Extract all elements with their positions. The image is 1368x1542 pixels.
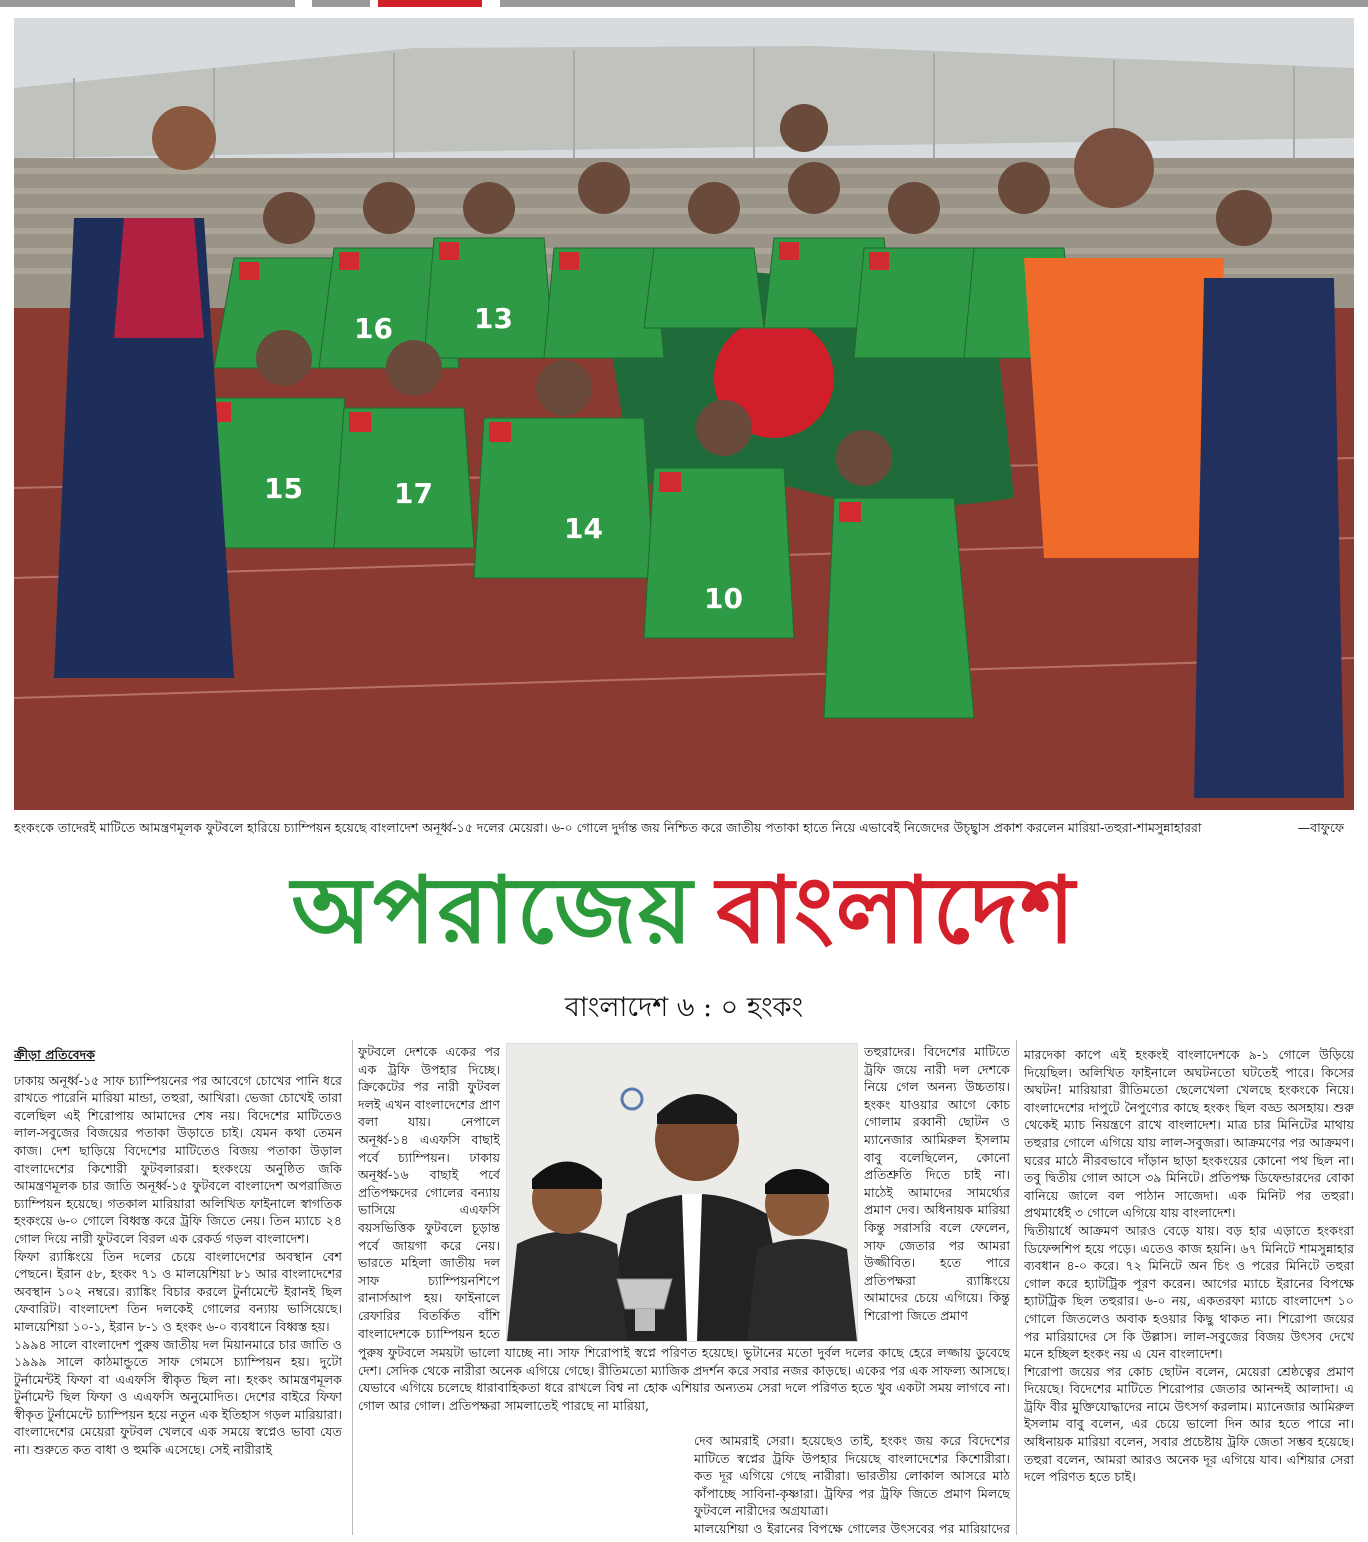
jersey-number: 14 xyxy=(564,512,603,545)
paragraph: শিরোপা জয়ের পর কোচ ছোটন বলেন, মেয়েরা শ্রেষ্ঠত্বের প্রমাণ দিয়েছে। বিদেশের মাটিতে শিরোপার জেতার আনন্দই আলাদা। এ ট্রফি বীর মুক্তিযোদ্ধাদের নামে উৎসর্গ করলাম। ম্যানেজার আমিরুল ইসলাম বাবু বলেন, এর চেয়ে ভালো দিন আর হতে পারে না। অধিনায়ক মারিয়া বলেন, সবার প্রচেষ্টায় ট্রফি জেতা সম্ভব হয়েছে। তহুরা বলেন, আমরা আরও অনেক দূর এগিয়ে যাব। এশিয়ার সেরা দলে পরিণত হতে চাই। xyxy=(1024,1363,1354,1485)
paragraph: ফিফা র‍্যাঙ্কিংয়ে তিন দলের চেয়ে বাংলাদেশের অবস্থান বেশ পেছনে। ইরান ৫৮, হংকং ৭১ ও মালয়েশিয়া ৮১ আর বাংলাদেশের অবস্থান ১০২ নম্বরে। র‍্যাঙ্কিং বিচার করলে টুর্নামেন্টে ইরানই ছিল ফেবারিট। বাংলাদেশ তিন দলকেই গোলের বন্যায় ভাসিয়েছে। মালয়েশিয়া ১০-১, ইরান ৮-১ ও হংকং ৬-০ ব্যবধানে বিধ্বস্ত হয়। xyxy=(14,1248,342,1334)
jersey-number: 16 xyxy=(354,312,393,345)
paragraph: ঢাকায় অনূর্ধ্ব-১৫ সাফ চ্যাম্পিয়নের পর আবেগে চোখের পানি ধরে রাখতে পারেনি মারিয়া মান্ডা, তহুরা, আখিরা। ভেজা চোখেই তারা বলেছিল এই শিরোপায় আমাদের শেষ নয়। বিদেশের মাটিতেও লাল-সবুজের বিজয়ের পতাকা উড়াতে চাই। যেমন কথা তেমন কাজ। দেশ ছাড়িয়ে বিদেশের মাটিতেও বিজয় পতাকা উড়াল বাংলাদেশের কিশোরী ফুটবলাররা। হংকংয়ে অনুষ্ঠিত জকি আমন্ত্রণমূলক চার জাতি অনূর্ধ্ব-১৫ ফুটবলে বাংলাদেশ অপরাজিত চ্যাম্পিয়ন হয়েছে। গতকাল মারিয়ারা অলিখিত ফাইনালে স্বাগতিক হংকংয়ে ৬-০ গোলে বিধ্বস্ত করে ট্রফি জিতে নেয়। তিন ম্যাচে ২৪ গোল দিয়ে নারী ফুটবলে বিরল এক রেকর্ড গড়ল বাংলাদেশ। xyxy=(14,1072,342,1246)
article-column-3-bottom xyxy=(694,1432,1010,1538)
paragraph: ফুটবলে দেশকে একের পর এক ট্রফি উপহার দিচ্ছে। ক্রিকেটের পর নারী ফুটবল দলই এখন বাংলাদেশের প্রাণ বলা যায়। নেপালে অনূর্ধ্ব-১৪ এএফসি বাছাই পর্বে চ্যাম্পিয়ন। ঢাকায় অনূর্ধ্ব-১৬ বাছাই পর্বে প্রতিপক্ষদের গোলের বন্যায় ভাসিয়ে এএফসি বয়সভিত্তিক ফুটবলে চূড়ান্ত পর্বে জায়গা করে নেয়। ভারতে মহিলা জাতীয় দল সাফ চ্যাম্পিয়নশিপে রানার্সআপ হয়। ফাইনালে রেফারির বিতর্কিত বাঁশি বাংলাদেশকে চ্যাম্পিয়ন হতে xyxy=(358,1044,500,1340)
paragraph: মারদেকা কাপে এই হংকংই বাংলাদেশকে ৯-১ গোলে উড়িয়ে দিয়েছিল। অলিখিত ফাইনালে অঘটনতো ঘটতেই পারে। কিসের অঘটন! মারিয়ারা রীতিমতো ছেলেখেলা খেলছে হংকংকে নিয়ে। বাংলাদেশের দাপুটে নৈপুণ্যের কাছে হংকং ছিল বড্ড অসহায়। শুরু থেকেই ম্যাচ নিয়ন্ত্রণে রাখে বাংলাদেশ। মাত্র চার মিনিটের মাথায় তহুরার গোলে এগিয়ে যায় লাল-সবুজরা। আক্রমণের পর আক্রমণ। ঘরের মাঠে নীরবভাবে দাঁড়ান ছাড়া হংকংয়ের কোনো পথ ছিল না। তবু দ্বিতীয় গোল আসে ৩৯ মিনিটে। প্রতিপক্ষ ডিফেন্ডারদের বোকা বানিয়ে জালে বল পাঠান সাজেদা। এক মিনিট পর তহুরা। প্রথমার্ধেই ৩ গোলে এগিয়ে যায় বাংলাদেশ। xyxy=(1024,1047,1354,1221)
team-celebration-photo xyxy=(14,18,1354,810)
score-line: বাংলাদেশ ৬ : ০ হংকং xyxy=(564,992,804,1023)
photo-credit: —বাফুফে xyxy=(1297,820,1344,835)
caption-text: হংকংকে তাদেরই মাটিতে আমন্ত্রণমূলক ফুটবলে হারিয়ে চ্যাম্পিয়ন হয়েছে বাংলাদেশ অনূর্ধ্ব-১৫ দলের মেয়েরা। ৬-০ গোলে দুর্দান্ত জয় নিশ্চিত করে জাতীয় পতাকা হাতে নিয়ে এভাবেই নিজেদের উচ্ছ্বাস প্রকাশ করলেন মারিয়া-তহুরা-শামসুন্নাহাররা xyxy=(14,820,1202,835)
jersey-number: 13 xyxy=(474,302,513,335)
coach-players-photo xyxy=(506,1043,858,1342)
top-bar-segment xyxy=(312,0,370,7)
article-column-4 xyxy=(1024,1046,1354,1538)
headline-word-red: বাংলাদেশ xyxy=(716,856,1077,964)
paragraph: দ্বিতীয়ার্ধে আক্রমণ আরও বেড়ে যায়। বড় হার এড়াতে হংকংরা ডিফেন্সশিপ হয়ে পড়ে। এতেও কাজ হয়নি। ৬৭ মিনিটে শামসুন্নাহার ব্যবধান ৪-০ করে। ৭২ মিনিটে অন চিং ও পরের মিনিটে তহুরা গোল করে হ্যাটট্রিক পূরণ করেন। আগের ম্যাচে ইরানের বিপক্ষে হ্যাটট্রিক ছিল তহুরার। ৬-০ নয়, একতরফা ম্যাচে বাংলাদেশ ১০ গোলে জিতলেও অবাক হওয়ার কিছু থাকত না। শিরোপা জয়ের পর মারিয়াদের সে কি উল্লাস। লাল-সবুজের বিজয় উৎসব দেখে মনে হচ্ছিল হংকং নয় এ যেন বাংলাদেশ। xyxy=(1024,1222,1354,1362)
paragraph: মালয়েশিয়া ও ইরানের বিপক্ষে গোলের উৎসবের পর মারিয়াদের xyxy=(694,1520,1010,1536)
column-divider xyxy=(352,1040,353,1535)
article-column-1 xyxy=(14,1046,342,1538)
headline-word-green: অপরাজেয় xyxy=(291,856,695,964)
paragraph: তহুরাদের। বিদেশের মাটিতে ট্রফি জয়ে নারী দল দেশকে নিয়ে গেল অনন্য উচ্চতায়। হংকং যাওয়ার আগে কোচ গোলাম রব্বানী ছোটন ও ম্যানেজার আমিরুল ইসলাম বাবু বলেছিলেন, কোনো প্রতিশ্রুতি দিতে চাই না। মাঠেই আমাদের সামর্থ্যের প্রমাণ দেব। অধিনায়ক মারিয়া কিন্তু সরাসরি বলে ফেলেন, সাফ জেতার পর আমরা উজ্জীবিত। হতে পারে প্রতিপক্ষরা র‍্যাঙ্কিংয়ে আমাদের চেয়ে এগিয়ে। কিন্তু শিরোপা জিতে প্রমাণ xyxy=(864,1044,1010,1323)
top-bar-accent xyxy=(378,0,482,7)
column-divider xyxy=(1016,1040,1017,1535)
photo-caption xyxy=(14,820,1354,836)
paragraph: দেব আমরাই সেরা। হয়েছেও তাই, হংকং জয় করে বিদেশের মাটিতে স্বপ্নের ট্রফি উপহার দিয়েছে বাংলাদেশের কিশোরীরা। কত দূর এগিয়ে গেছে নারীরা। ভারতীয় লোকাল আসরে মাঠ কাঁপাচ্ছে সাবিনা-কৃষ্ণারা। ট্রফির পর ট্রফি জিতে প্রমাণ মিলছে ফুটবলে নারীদের অগ্রযাত্রা। xyxy=(694,1433,1010,1519)
byline: ক্রীড়া প্রতিবেদক xyxy=(14,1047,96,1062)
paragraph: বাংলাদেশের মেয়েরা ফুটবল খেলবে এক সময়ে স্বপ্নেও ভাবা যেত না। শুরুতে কত বাধা ও হুমকি এসেছে। সেই নারীরাই xyxy=(14,1424,342,1458)
article-column-2-top xyxy=(358,1043,500,1340)
top-bar-segment xyxy=(0,0,295,7)
article-column-3-top xyxy=(864,1043,1010,1340)
jersey-number: 15 xyxy=(264,472,303,505)
paragraph: ১৯৯৪ সালে বাংলাদেশ পুরুষ জাতীয় দল মিয়ানমারে চার জাতি ও ১৯৯৯ সালে কাঠমান্ডুতে সাফ গেমসে চ্যাম্পিয়ন হয়। দুটো টুর্নামেন্টই ফিফা বা এএফসি স্বীকৃত ছিল না। হংকং আমন্ত্রণমূলক টুর্নামেন্ট ছিল ফিফা ও এএফসি অনুমোদিত। দেশের বাইরে ফিফা স্বীকৃত টুর্নামেন্টে চ্যাম্পিয়ন হয়ে নতুন এক ইতিহাস গড়ল মারিয়ারা। xyxy=(14,1336,342,1422)
headline xyxy=(0,850,1368,970)
paragraph: পুরুষ ফুটবলে সময়টা ভালো যাচ্ছে না। সাফ শিরোপাই স্বপ্নে পরিণত হয়েছে। ভুটানের মতো দুর্বল দলের কাছে হেরে লজ্জায় ডুবেছে দেশ। সেদিক থেকে নারীরা অনেক এগিয়ে গেছে। রীতিমতো ম্যাজিক প্রদর্শন করে সবার নজর কাড়ছে। একের পর এক সাফল্য আসছে। যেভাবে এগিয়ে চলেছে ধারাবাহিকতা ধরে রাখলে বিশ্ব না হোক এশিয়ার অন্যতম সেরা দলে পরিণত হতে খুব একটা সময় লাগবে না। গোল আর গোল। প্রতিপক্ষরা সামলাতেই পারছে না মারিয়া, xyxy=(358,1345,1010,1413)
top-bar-segment xyxy=(500,0,1368,7)
jersey-number: 10 xyxy=(704,582,743,615)
jersey-number: 17 xyxy=(394,477,433,510)
